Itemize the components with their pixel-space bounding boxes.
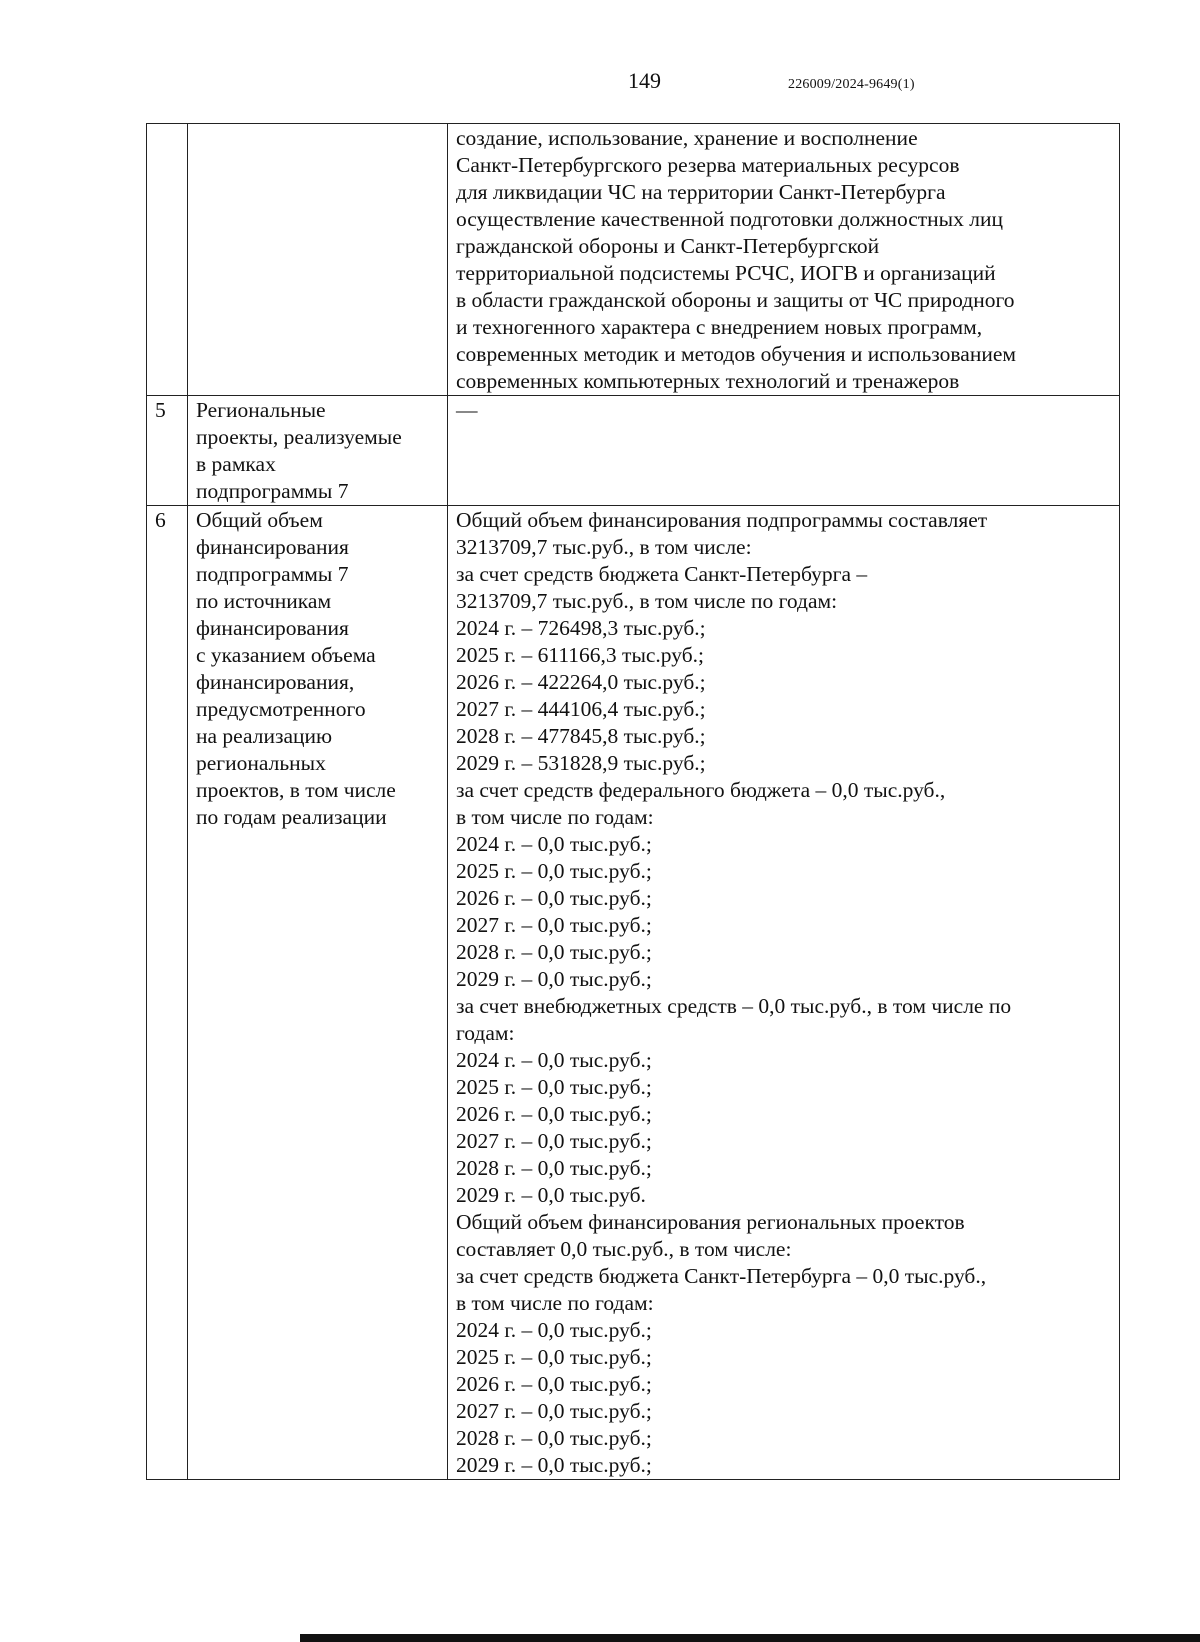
row-name-line: в рамках bbox=[196, 452, 276, 476]
text-line: 3213709,7 тыс.руб., в том числе по годам: bbox=[456, 589, 838, 613]
text-line: современных компьютерных технологий и тренажеров bbox=[456, 369, 960, 393]
text-line: 2028 г. – 0,0 тыс.руб.; bbox=[456, 1156, 652, 1180]
text-line: 2029 г. – 0,0 тыс.руб. bbox=[456, 1183, 646, 1207]
text-line: гражданской обороны и Санкт-Петербургской bbox=[456, 234, 880, 258]
row-name-cell bbox=[188, 124, 448, 396]
text-line: 2028 г. – 477845,8 тыс.руб.; bbox=[456, 724, 706, 748]
text-line: Общий объем финансирования подпрограммы составляет bbox=[456, 508, 988, 532]
row-name-line: финансирования, bbox=[196, 670, 355, 694]
text-line: 2028 г. – 0,0 тыс.руб.; bbox=[456, 1426, 652, 1450]
text-line: осуществление качественной подготовки должностных лиц bbox=[456, 207, 1003, 231]
text-line: 2029 г. – 531828,9 тыс.руб.; bbox=[456, 751, 706, 775]
row-name-line: финансирования bbox=[196, 535, 349, 559]
row-name-cell bbox=[188, 396, 448, 506]
text-line: Общий объем финансирования региональных проектов bbox=[456, 1210, 965, 1234]
text-line: 2027 г. – 0,0 тыс.руб.; bbox=[456, 1399, 652, 1423]
text-line: 2028 г. – 0,0 тыс.руб.; bbox=[456, 940, 652, 964]
text-line: 2025 г. – 0,0 тыс.руб.; bbox=[456, 859, 652, 883]
text-line: для ликвидации ЧС на территории Санкт-Петербурга bbox=[456, 180, 946, 204]
text-line: 2027 г. – 0,0 тыс.руб.; bbox=[456, 1129, 652, 1153]
row-name-line: по годам реализации bbox=[196, 805, 387, 829]
text-line: за счет средств бюджета Санкт-Петербурга – bbox=[456, 562, 868, 586]
text-line: 2024 г. – 0,0 тыс.руб.; bbox=[456, 832, 652, 856]
empty-dash: — bbox=[456, 398, 478, 422]
text-line: 2026 г. – 0,0 тыс.руб.; bbox=[456, 1372, 652, 1396]
text-line: за счет средств федерального бюджета – 0,0 тыс.руб., bbox=[456, 778, 946, 802]
row-name-line: региональных bbox=[196, 751, 326, 775]
text-line: Санкт-Петербургского резерва материальных ресурсов bbox=[456, 153, 960, 177]
row-value-cell bbox=[448, 396, 1120, 506]
text-line: составляет 0,0 тыс.руб., в том числе: bbox=[456, 1237, 792, 1261]
text-line: годам: bbox=[456, 1021, 515, 1045]
row-number-cell: 5 bbox=[147, 396, 188, 506]
table-row-6 bbox=[147, 506, 1120, 1480]
text-line: 2024 г. – 726498,3 тыс.руб.; bbox=[456, 616, 706, 640]
text-line: 2027 г. – 0,0 тыс.руб.; bbox=[456, 913, 652, 937]
row-name-cell bbox=[188, 506, 448, 1480]
row-name-line: предусмотренного bbox=[196, 697, 366, 721]
row-name-line: подпрограммы 7 bbox=[196, 562, 349, 586]
text-line: 2026 г. – 0,0 тыс.руб.; bbox=[456, 886, 652, 910]
text-line: 2024 г. – 0,0 тыс.руб.; bbox=[456, 1048, 652, 1072]
row-name-line: Общий объем bbox=[196, 508, 323, 532]
text-line: за счет внебюджетных средств – 0,0 тыс.руб., в том числе по bbox=[456, 994, 1012, 1018]
row-value-cell bbox=[448, 124, 1120, 396]
row-name-line: на реализацию bbox=[196, 724, 333, 748]
text-line: территориальной подсистемы РСЧС, ИОГВ и организаций bbox=[456, 261, 996, 285]
row-name-line: Региональные bbox=[196, 398, 326, 422]
row-name-line: с указанием объема bbox=[196, 643, 376, 667]
text-line: в том числе по годам: bbox=[456, 1291, 654, 1315]
page-number: 149 bbox=[628, 68, 661, 93]
text-line: в том числе по годам: bbox=[456, 805, 654, 829]
row-name-line: финансирования bbox=[196, 616, 349, 640]
row-value-cell bbox=[448, 506, 1120, 1480]
text-line: 2027 г. – 444106,4 тыс.руб.; bbox=[456, 697, 706, 721]
row-name-line: по источникам bbox=[196, 589, 332, 613]
text-line: 2026 г. – 0,0 тыс.руб.; bbox=[456, 1102, 652, 1126]
text-line: 2025 г. – 611166,3 тыс.руб.; bbox=[456, 643, 705, 667]
text-line: 2025 г. – 0,0 тыс.руб.; bbox=[456, 1075, 652, 1099]
row-name-line: проекты, реализуемые bbox=[196, 425, 402, 449]
text-line: 2029 г. – 0,0 тыс.руб.; bbox=[456, 1453, 652, 1477]
text-line: создание, использование, хранение и восполнение bbox=[456, 126, 918, 150]
row-number-cell bbox=[147, 124, 188, 396]
row-name-line: проектов, в том числе bbox=[196, 778, 396, 802]
row-number-cell: 6 bbox=[147, 506, 188, 1480]
scan-edge-bar bbox=[300, 1634, 1200, 1642]
text-line: 2024 г. – 0,0 тыс.руб.; bbox=[456, 1318, 652, 1342]
text-line: 2029 г. – 0,0 тыс.руб.; bbox=[456, 967, 652, 991]
text-line: в области гражданской обороны и защиты от ЧС природного bbox=[456, 288, 1015, 312]
text-line: современных методик и методов обучения и использованием bbox=[456, 342, 1016, 366]
row-name-line: подпрограммы 7 bbox=[196, 479, 349, 503]
text-line: 2026 г. – 422264,0 тыс.руб.; bbox=[456, 670, 706, 694]
text-line: и техногенного характера с внедрением новых программ, bbox=[456, 315, 983, 339]
table-row-continuation bbox=[147, 124, 1120, 396]
document-id: 226009/2024-9649(1) bbox=[788, 77, 915, 92]
table-row-5 bbox=[147, 396, 1120, 506]
text-line: 2025 г. – 0,0 тыс.руб.; bbox=[456, 1345, 652, 1369]
text-line: за счет средств бюджета Санкт-Петербурга – 0,0 тыс.руб., bbox=[456, 1264, 987, 1288]
program-passport-table bbox=[146, 123, 1120, 1480]
text-line: 3213709,7 тыс.руб., в том числе: bbox=[456, 535, 752, 559]
